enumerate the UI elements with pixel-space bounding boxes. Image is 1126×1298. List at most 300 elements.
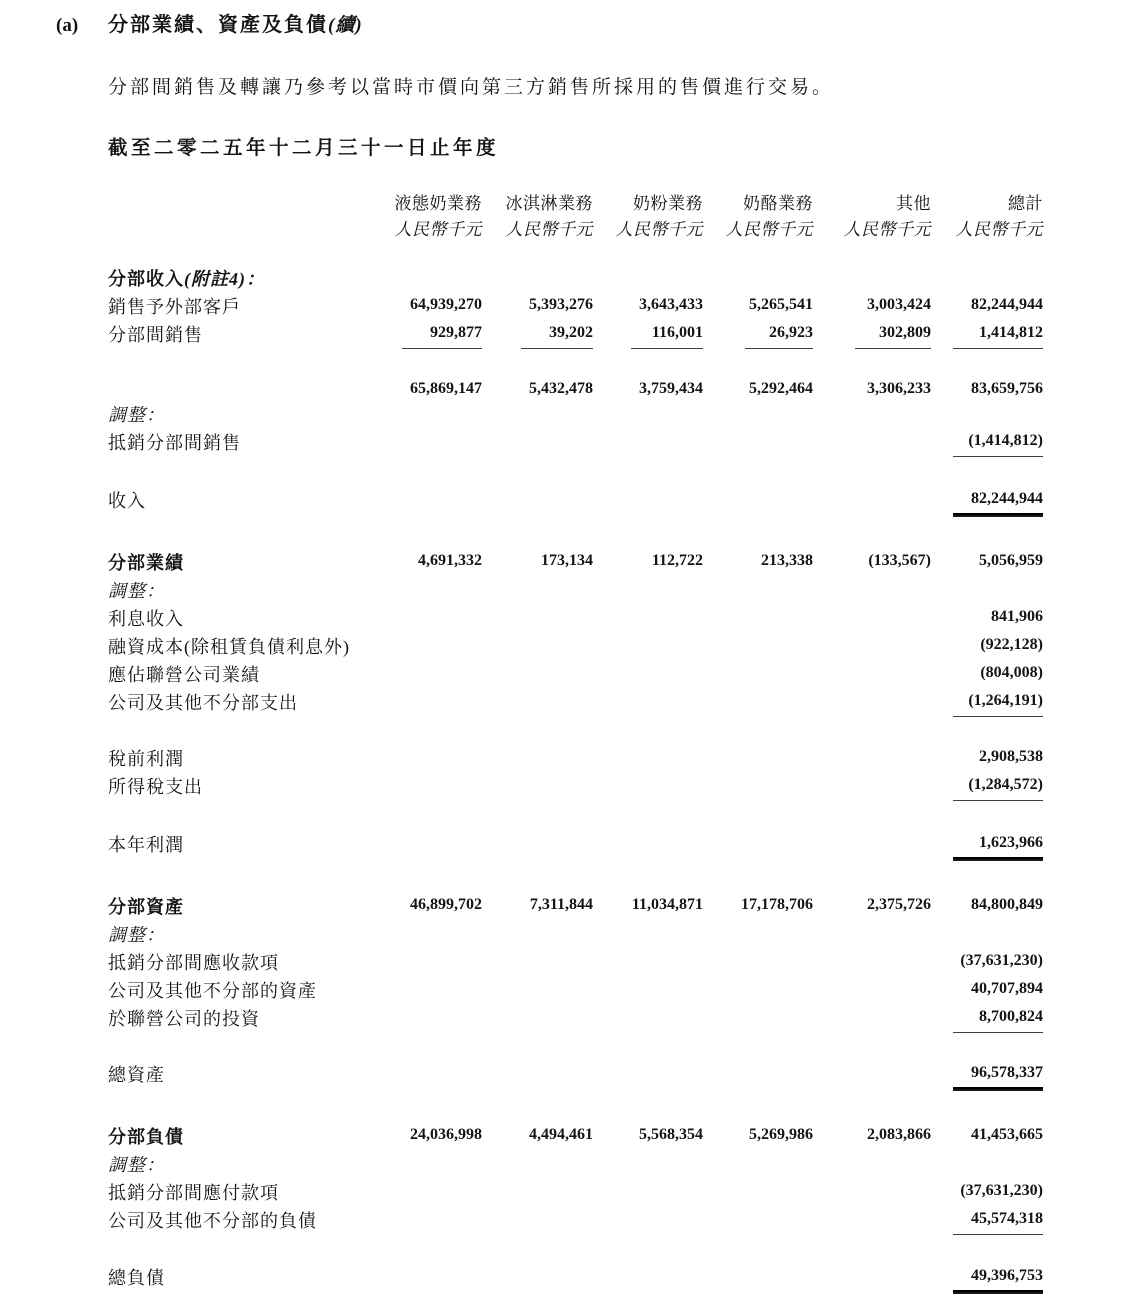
cell (593, 1005, 703, 1036)
cell-value: 4,494,461 (529, 1126, 593, 1143)
row-label: 總資產 (108, 1065, 165, 1085)
header-spacer (108, 190, 351, 217)
table-row (108, 773, 1043, 804)
column-header-others: 其他 (896, 194, 931, 213)
table-row (108, 321, 1043, 352)
cell (931, 1207, 1043, 1238)
cell (351, 1179, 482, 1207)
cell (482, 429, 593, 460)
cell (703, 1151, 813, 1179)
cell (931, 689, 1043, 720)
cell (931, 293, 1043, 321)
cell (351, 549, 482, 577)
cell-value: (922,128) (980, 636, 1043, 653)
table-row (108, 429, 1043, 460)
cell (813, 401, 931, 429)
cell (703, 661, 813, 689)
row-label: 稅前利潤 (108, 749, 184, 769)
cell (482, 1179, 593, 1207)
cell-value: 64,939,270 (410, 296, 482, 313)
cell (593, 949, 703, 977)
cell-value: 5,568,354 (639, 1126, 703, 1143)
cell-value: 84,800,849 (971, 896, 1043, 913)
cell (482, 265, 593, 293)
cell-value: 5,292,464 (749, 380, 813, 397)
cell-value: 39,202 (549, 324, 593, 341)
cell (813, 1005, 931, 1036)
cell-value: 3,643,433 (639, 296, 703, 313)
cell (593, 293, 703, 321)
table-row (108, 401, 1043, 429)
cell-value: 65,869,147 (410, 380, 482, 397)
cell-value: 49,396,753 (971, 1267, 1043, 1284)
intro-paragraph: 分部間銷售及轉讓乃參考以當時市價向第三方銷售所採用的售價進行交易。 (108, 77, 835, 98)
table-row (108, 661, 1043, 689)
single-rule (855, 345, 931, 349)
cell (482, 1123, 593, 1151)
cell (593, 577, 703, 605)
cell (351, 745, 482, 773)
row-label: 所得稅支出 (108, 777, 203, 797)
row-label: 銷售予外部客戶 (108, 297, 241, 317)
cell-value: (1,414,812) (968, 432, 1043, 449)
cell (813, 377, 931, 401)
cell (351, 487, 482, 519)
cell (482, 689, 593, 720)
table-row (108, 293, 1043, 321)
cell (482, 1151, 593, 1179)
cell (593, 1151, 703, 1179)
cell-value: 24,036,998 (410, 1126, 482, 1143)
cell (703, 377, 813, 401)
cell (351, 633, 482, 661)
cell (813, 1061, 931, 1093)
cell (703, 773, 813, 804)
cell (593, 321, 703, 352)
cell-value: 11,034,871 (631, 896, 703, 913)
double-rule (953, 1290, 1043, 1294)
single-rule (402, 345, 482, 349)
heading-title: 分部業績、資產及負債 (108, 14, 328, 36)
cell (482, 949, 593, 977)
row-label: 於聯營公司的投資 (108, 1009, 260, 1029)
row-label: 公司及其他不分部支出 (108, 693, 298, 713)
single-rule (745, 345, 813, 349)
cell-value: 2,375,726 (867, 896, 931, 913)
cell (593, 549, 703, 577)
cell (593, 921, 703, 949)
row-label: 利息收入 (108, 609, 184, 629)
cell (703, 949, 813, 977)
cell (813, 265, 931, 293)
cell (703, 1179, 813, 1207)
table-row (108, 1264, 1043, 1296)
cell (703, 745, 813, 773)
cell-value: 116,001 (651, 324, 703, 341)
cell (813, 1123, 931, 1151)
cell (482, 1061, 593, 1093)
cell (703, 977, 813, 1005)
cell-value: 1,623,966 (979, 834, 1043, 851)
cell (482, 577, 593, 605)
cell (703, 1005, 813, 1036)
table-row (108, 1123, 1043, 1151)
cell (813, 1179, 931, 1207)
cell (813, 429, 931, 460)
cell-value: (37,631,230) (960, 1182, 1043, 1199)
cell (482, 921, 593, 949)
cell (351, 661, 482, 689)
single-rule (631, 345, 703, 349)
table-row (108, 605, 1043, 633)
cell (813, 949, 931, 977)
table-row (108, 487, 1043, 519)
cell-value: 112,722 (651, 552, 703, 569)
cell (593, 893, 703, 921)
column-header-cheese: 奶酪業務 (743, 194, 813, 213)
unit-spacer (108, 217, 351, 243)
cell-value: (1,284,572) (968, 776, 1043, 793)
cell (703, 893, 813, 921)
cell (931, 321, 1043, 352)
cell-value: 45,574,318 (971, 1210, 1043, 1227)
cell (482, 1207, 593, 1238)
cell-value: 17,178,706 (741, 896, 813, 913)
unit-label: 人民幣千元 (725, 220, 813, 239)
row-label: 分部負債 (108, 1127, 184, 1147)
row-label: 抵銷分部間應付款項 (108, 1183, 279, 1203)
cell (482, 773, 593, 804)
cell (351, 949, 482, 977)
unit-label: 人民幣千元 (955, 220, 1043, 239)
period-heading: 截至二零二五年十二月三十一日止年度 (108, 138, 500, 159)
cell-value: (1,264,191) (968, 692, 1043, 709)
column-header-ice-cream: 冰淇淋業務 (505, 194, 593, 213)
table-row (108, 633, 1043, 661)
row-label-suffix: (附註4)： (184, 269, 265, 289)
cell (482, 321, 593, 352)
cell-value: 46,899,702 (410, 896, 482, 913)
cell (931, 1061, 1043, 1093)
cell (351, 401, 482, 429)
table-row (108, 949, 1043, 977)
cell (593, 429, 703, 460)
single-rule (953, 345, 1043, 349)
cell (593, 773, 703, 804)
cell (482, 293, 593, 321)
single-rule (521, 345, 593, 349)
row-label: 分部資產 (108, 897, 184, 917)
cell (703, 577, 813, 605)
row-label: 抵銷分部間銷售 (108, 433, 241, 453)
heading-marker: (a) (56, 15, 79, 36)
cell (351, 689, 482, 720)
cell (593, 401, 703, 429)
cell (813, 577, 931, 605)
cell (813, 661, 931, 689)
cell (593, 1207, 703, 1238)
cell (703, 605, 813, 633)
table-row (108, 1061, 1043, 1093)
segment-table (108, 190, 1043, 1296)
cell (482, 377, 593, 401)
cell (813, 1207, 931, 1238)
cell (593, 745, 703, 773)
cell (931, 949, 1043, 977)
section-heading (56, 8, 1126, 37)
cell (703, 1264, 813, 1296)
cell (813, 689, 931, 720)
cell (351, 977, 482, 1005)
row-label: 分部業績 (108, 553, 184, 573)
cell (593, 265, 703, 293)
cell (931, 1005, 1043, 1036)
cell (351, 773, 482, 804)
cell (351, 577, 482, 605)
cell (931, 377, 1043, 401)
heading-continued-suffix: (續) (328, 15, 363, 36)
cell-value: 40,707,894 (971, 980, 1043, 997)
cell (931, 745, 1043, 773)
cell (813, 831, 931, 863)
cell (351, 321, 482, 352)
column-header-total: 總計 (1008, 194, 1043, 213)
cell (813, 549, 931, 577)
cell (931, 429, 1043, 460)
cell-value: 5,393,276 (529, 296, 593, 313)
cell (813, 745, 931, 773)
cell (593, 605, 703, 633)
cell (703, 487, 813, 519)
cell-value: 26,923 (769, 324, 813, 341)
cell (703, 265, 813, 293)
table-row (108, 689, 1043, 720)
cell (482, 401, 593, 429)
row-label (108, 377, 351, 401)
table-row (108, 977, 1043, 1005)
row-label: 本年利潤 (108, 835, 184, 855)
cell (813, 977, 931, 1005)
cell (703, 1123, 813, 1151)
cell (351, 1123, 482, 1151)
cell-value: 841,906 (991, 608, 1043, 625)
cell (813, 293, 931, 321)
row-label: 應佔聯營公司業績 (108, 665, 260, 685)
cell (703, 401, 813, 429)
cell (931, 265, 1043, 293)
cell (931, 577, 1043, 605)
cell-value: 213,338 (761, 552, 813, 569)
row-label: 抵銷分部間應收款項 (108, 953, 279, 973)
table-header-row (108, 190, 1043, 217)
single-rule (953, 713, 1043, 717)
row-label: 分部收入(附註4)： (108, 269, 265, 289)
cell (931, 633, 1043, 661)
cell-value: 5,269,986 (749, 1126, 813, 1143)
cell-value: 7,311,844 (529, 896, 593, 913)
cell-value: 41,453,665 (971, 1126, 1043, 1143)
cell (593, 831, 703, 863)
cell (703, 429, 813, 460)
cell (482, 605, 593, 633)
table-row (108, 549, 1043, 577)
column-header-liquid-milk: 液態奶業務 (394, 194, 482, 213)
cell-value: 1,414,812 (979, 324, 1043, 341)
cell (593, 689, 703, 720)
table-row (108, 577, 1043, 605)
cell (593, 377, 703, 401)
cell (351, 921, 482, 949)
cell (703, 1061, 813, 1093)
cell (931, 487, 1043, 519)
cell (482, 1264, 593, 1296)
row-label: 調整： (108, 925, 165, 945)
row-label: 分部間銷售 (108, 325, 203, 345)
cell-value: 5,265,541 (749, 296, 813, 313)
cell (931, 1151, 1043, 1179)
cell (703, 549, 813, 577)
cell (931, 831, 1043, 863)
cell (813, 605, 931, 633)
cell (482, 745, 593, 773)
cell (482, 549, 593, 577)
table-body (108, 265, 1043, 1296)
cell-value: 5,432,478 (529, 380, 593, 397)
column-header-milk-powder: 奶粉業務 (633, 194, 703, 213)
cell (703, 831, 813, 863)
table-unit-row (108, 217, 1043, 243)
cell (351, 265, 482, 293)
cell (351, 429, 482, 460)
single-rule (953, 453, 1043, 457)
unit-label: 人民幣千元 (615, 220, 703, 239)
cell (813, 921, 931, 949)
cell-value: 82,244,944 (971, 490, 1043, 507)
cell (703, 1207, 813, 1238)
double-rule (953, 857, 1043, 861)
cell (703, 321, 813, 352)
cell (482, 1005, 593, 1036)
row-label: 公司及其他不分部的資產 (108, 981, 317, 1001)
cell (482, 977, 593, 1005)
cell (351, 1264, 482, 1296)
cell (482, 831, 593, 863)
table-row (108, 921, 1043, 949)
cell-value: 929,877 (430, 324, 482, 341)
cell (703, 689, 813, 720)
cell (931, 977, 1043, 1005)
cell (351, 831, 482, 863)
cell (351, 1151, 482, 1179)
table-row (108, 831, 1043, 863)
double-rule (953, 1087, 1043, 1091)
table-row (108, 1179, 1043, 1207)
cell (482, 633, 593, 661)
cell (593, 1264, 703, 1296)
cell-value: (133,567) (868, 552, 931, 569)
table-row (108, 1207, 1043, 1238)
cell-value: 82,244,944 (971, 296, 1043, 313)
table-row (108, 265, 1043, 293)
cell (813, 1264, 931, 1296)
cell (482, 893, 593, 921)
cell (593, 1123, 703, 1151)
double-rule (953, 513, 1043, 517)
cell (931, 1123, 1043, 1151)
single-rule (953, 1231, 1043, 1235)
cell (931, 1179, 1043, 1207)
cell (351, 1005, 482, 1036)
row-label: 總負債 (108, 1268, 165, 1288)
table-row (108, 377, 1043, 401)
single-rule (953, 1029, 1043, 1033)
cell (931, 921, 1043, 949)
cell (351, 605, 482, 633)
row-label: 融資成本(除租賃負債利息外) (108, 637, 350, 657)
cell (482, 487, 593, 519)
table-row (108, 1151, 1043, 1179)
cell (703, 921, 813, 949)
cell (351, 1061, 482, 1093)
cell (931, 773, 1043, 804)
cell-value: 8,700,824 (979, 1008, 1043, 1025)
cell (351, 377, 482, 401)
cell-value: 173,134 (541, 552, 593, 569)
cell-value: 302,809 (879, 324, 931, 341)
cell (351, 893, 482, 921)
cell (593, 661, 703, 689)
cell (931, 401, 1043, 429)
unit-label: 人民幣千元 (394, 220, 482, 239)
cell (703, 293, 813, 321)
cell-value: 2,908,538 (979, 748, 1043, 765)
table-row (108, 1005, 1043, 1036)
cell (813, 893, 931, 921)
cell (482, 661, 593, 689)
unit-label: 人民幣千元 (505, 220, 593, 239)
row-label: 收入 (108, 491, 146, 511)
cell (931, 661, 1043, 689)
cell (813, 773, 931, 804)
cell-value: 4,691,332 (418, 552, 482, 569)
table-row (108, 893, 1043, 921)
cell-value: 83,659,756 (971, 380, 1043, 397)
single-rule (953, 797, 1043, 801)
cell (593, 1179, 703, 1207)
cell-value: 5,056,959 (979, 552, 1043, 569)
cell (931, 549, 1043, 577)
cell (931, 605, 1043, 633)
table-row (108, 745, 1043, 773)
cell-value: 3,306,233 (867, 380, 931, 397)
row-label: 調整： (108, 405, 165, 425)
cell (703, 633, 813, 661)
cell-value: (804,008) (980, 664, 1043, 681)
cell-value: 2,083,866 (867, 1126, 931, 1143)
cell (593, 633, 703, 661)
cell-value: (37,631,230) (960, 952, 1043, 969)
cell (813, 633, 931, 661)
cell (593, 487, 703, 519)
row-label: 調整： (108, 581, 165, 601)
cell-value: 3,003,424 (867, 296, 931, 313)
cell (931, 1264, 1043, 1296)
cell (813, 321, 931, 352)
row-label: 調整： (108, 1155, 165, 1175)
row-label: 公司及其他不分部的負債 (108, 1211, 317, 1231)
cell (351, 293, 482, 321)
cell-value: 3,759,434 (639, 380, 703, 397)
